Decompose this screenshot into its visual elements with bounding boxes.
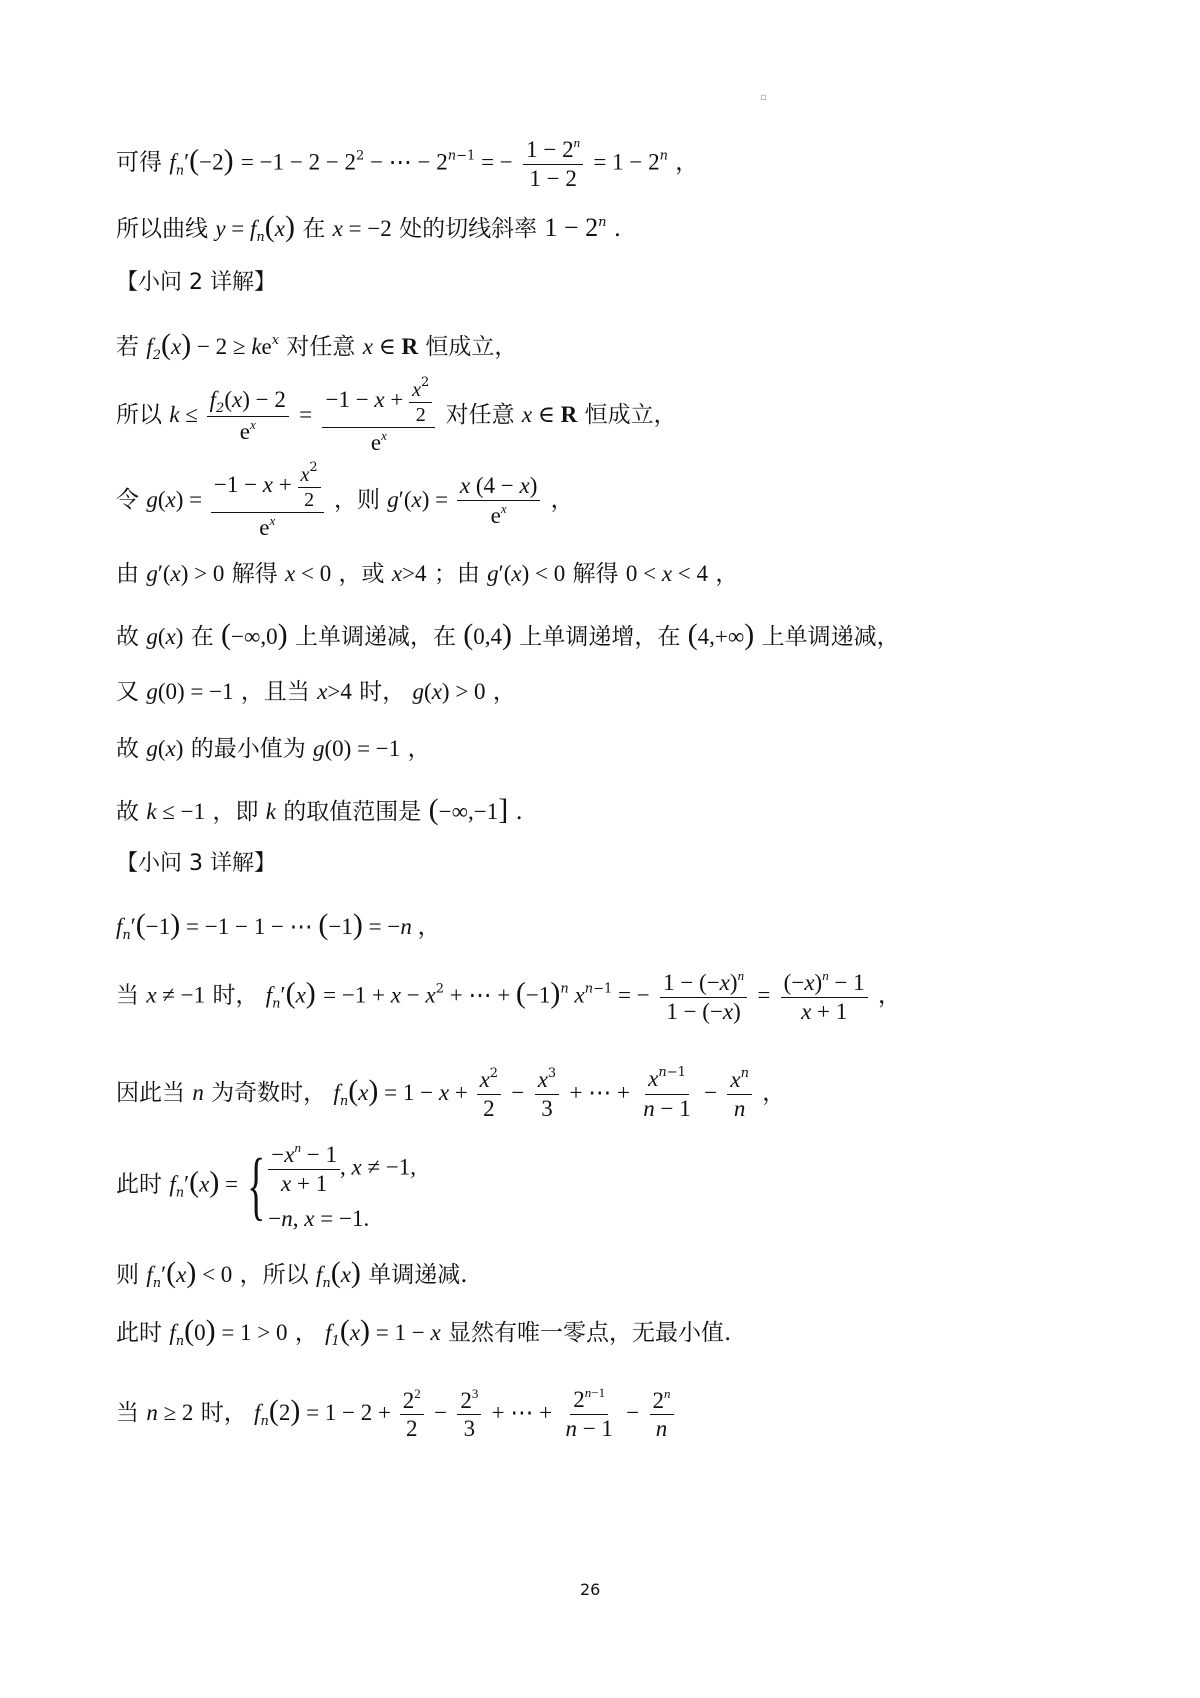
fraction: $\frac{2^n}{n}$ <box>650 1386 674 1443</box>
fraction: $\frac{x^{n-1}}{n - 1}$ <box>643 1065 691 1121</box>
text-fragment: ， <box>675 149 699 176</box>
derivation-line-4: 所以 k ≤ $\frac{f_2(x) - 2}{e^x}$ = −1 − x + $\frac{x^2}{2}$ $e^x$ 对任意 x ∈ R 恒成立， <box>116 375 677 455</box>
page-number: 26 <box>580 1580 601 1599</box>
fraction: $\frac{2^3}{3}$ <box>457 1386 481 1443</box>
fraction: $\frac{2^2}{2}$ <box>400 1386 424 1443</box>
derivation-line-8: 又 g(0) = −1 ，且当 x>4 时， g(x) > 0 ， <box>116 679 516 705</box>
derivation-line-16: 此时 $f_n(0) = 1 > 0$ ， $f_1(x) = 1 - x$ 显然有唯一零点，无最小值. <box>116 1314 732 1349</box>
derivation-line-13: 因此当 n 为奇数时， $f_n(x) = 1 - x$ + $\frac{x^2}{2}$ − $\frac{x^3}{3}$ + ⋯ + $\frac{x^{n-1}}{n - 1}$ − $\frac{x^n}{n}$ ， <box>116 1065 785 1123</box>
derivation-line-9: 故 g(x) 的最小值为 g(0) = −1 ， <box>116 736 431 762</box>
fraction: −1 − x + $\frac{x^2}{2}$ $e^x$ <box>322 375 435 457</box>
fraction: $\frac{f_2(x) - 2}{e^x}$ <box>207 386 289 446</box>
derivation-line-6: 由 g′(x) > 0 解得 x < 0 ，或 x>4 ；由 g′(x) < 0 解得 0 < x < 4 ， <box>116 561 739 587</box>
derivation-line-1: 可得 $f_n'(-2) = -1 - 2 - 2^2$ − ⋯ − $2^{n-1}$ = − $\frac{1 - 2^n}{1 - 2}$ = $1 - 2^n$ ， <box>116 135 699 191</box>
piecewise-cases: { $\frac{-x^n - 1}{x + 1}$ , x ≠ −1, −n, x = −1. <box>246 1140 417 1232</box>
section-heading-2: 【小问 2 详解】 <box>116 270 276 295</box>
derivation-line-12: 当 x ≠ −1 时， $f_n'(x) = -1 + x - x^2$ + ⋯ + $(-1)^n$ $x^{n-1}$ = − $\frac{1 - (-x)^n}{1 - (-x)}$ = $\frac{(-x)^n - 1}{x + 1}$ ， <box>116 968 901 1024</box>
derivation-line-14: 此时 $f_n'(x)$ = { $\frac{-x^n - 1}{x + 1}$ , x ≠ −1, −n, x = −1. <box>116 1140 417 1232</box>
derivation-line-2: 所以曲线 $y = f_n(x)$ 在 x = −2 处的切线斜率 $1 - 2^n$ . <box>116 210 622 245</box>
derivation-line-15: 则 $f_n'(x) < 0$ ，所以 $f_n(x)$ 单调递减. <box>116 1256 468 1291</box>
fraction: $\frac{x (4 - x)}{e^x}$ <box>457 472 541 530</box>
fraction: $\frac{x^n}{n}$ <box>727 1066 752 1123</box>
derivation-line-10: 故 k ≤ −1 ，即 k 的取值范围是 (−∞,−1] . <box>116 793 523 826</box>
fraction: $\frac{x^2}{2}$ <box>477 1066 502 1123</box>
fraction: $\frac{2^{n-1}}{n - 1}$ <box>565 1385 613 1441</box>
fraction: −1 − x + $\frac{x^2}{2}$ $e^x$ <box>211 460 324 542</box>
derivation-line-3: 若 $f_2(x) - 2 \ge ke^x$ 对任意 x ∈ R 恒成立， <box>116 328 518 363</box>
fraction: $\frac{(-x)^n - 1}{x + 1}$ <box>781 968 868 1025</box>
decorative-dot: ▫ <box>760 92 767 103</box>
fraction: $\frac{1 - (-x)^n}{1 - (-x)}$ <box>660 968 747 1025</box>
text-fragment: 可得 <box>116 149 162 176</box>
derivation-line-17: 当 n ≥ 2 时， $f_n(2) = 1 - 2$ + $\frac{2^2}{2}$ − $\frac{2^3}{3}$ + ⋯ + $\frac{2^{n-1}}{n - 1}$ − $\frac{2^n}{n}$ <box>116 1385 677 1443</box>
section-heading-3: 【小问 3 详解】 <box>116 851 276 876</box>
derivation-line-7: 故 g(x) 在 (−∞,0) 上单调递减，在 (0,4) 上单调递增，在 (4,+∞) 上单调递减， <box>116 618 900 651</box>
fraction: $\frac{x^3}{3}$ <box>535 1066 560 1123</box>
fraction: $\frac{1 - 2^n}{1 - 2}$ <box>523 135 583 192</box>
derivation-line-11: $f_n'(-1) = -1 - 1$ − ⋯ (−1) = −n ， <box>116 908 441 943</box>
derivation-line-5: 令 g(x) = −1 − x + $\frac{x^2}{2}$ $e^x$ ，则 g′(x) = $\frac{x (4 - x)}{e^x}$ ， <box>116 460 574 540</box>
